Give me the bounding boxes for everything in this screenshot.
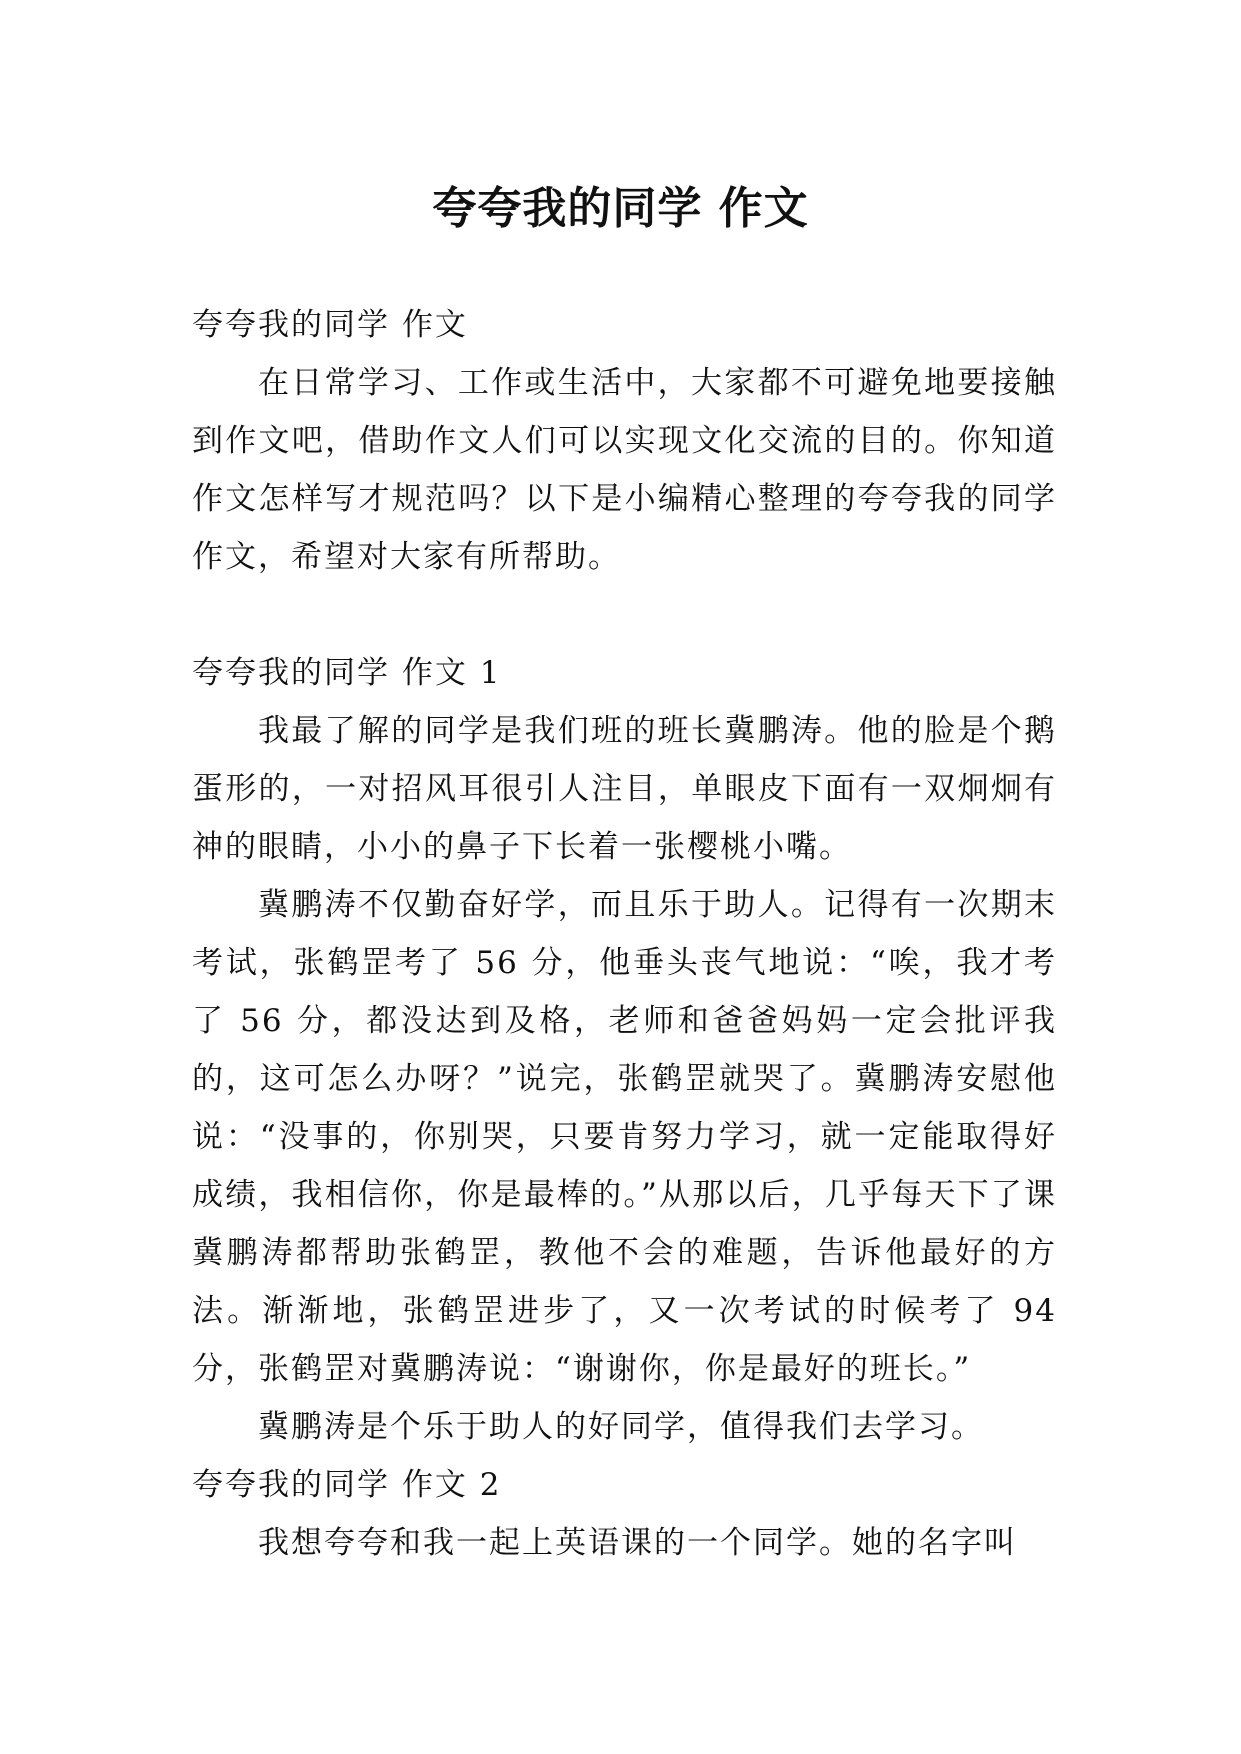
section-1-paragraph: 冀鹏涛不仅勤奋好学，而且乐于助人。记得有一次期末考试，张鹤罡考了 56 分，他垂头丧气地说：“唉，我才考了 56 分，都没达到及格，老师和爸爸妈妈一定会批评我的，这可怎么办呀？”说完，张鹤罡就哭了。冀鹏涛安慰他说：“没事的，你别哭，只要肯努力学习，就一定能取得好成绩，我相信你，你是最棒的。”从那以后，几乎每天下了课冀鹏涛都帮助张鹤罡，教他不会的难题，告诉他最好的方法。渐渐地，张鹤罡进步了，又一次考试的时候考了 94 分，张鹤罡对冀鹏涛说：“谢谢你，你是最好的班长。” — [192, 887, 1057, 1387]
section-1-paragraph: 我最了解的同学是我们班的班长冀鹏涛。他的脸是个鹅蛋形的，一对招风耳很引人注目，单眼皮下面有一双炯炯有神的眼睛，小小的鼻子下长着一张樱桃小嘴。 — [192, 713, 1057, 865]
section-1-paragraph: 冀鹏涛是个乐于助人的好同学，值得我们去学习。 — [258, 1409, 984, 1445]
intro-paragraph: 在日常学习、工作或生活中，大家都不可避免地要接触到作文吧，借助作文人们可以实现文化交流的目的。你知道作文怎样写才规范吗？以下是小编精心整理的夸夸我的同学 作文，希望对大家有所帮助。 — [192, 365, 1057, 575]
document-title: 夸夸我的同学 作文 — [432, 183, 809, 235]
section-2-paragraph: 我想夸夸和我一起上英语课的一个同学。她的名字叫 — [258, 1525, 1017, 1561]
intro-heading: 夸夸我的同学 作文 — [192, 307, 468, 343]
section-spacer — [192, 586, 1057, 644]
document-body — [192, 296, 1057, 1572]
section-2-heading: 夸夸我的同学 作文 2 — [192, 1467, 502, 1503]
section-1-heading: 夸夸我的同学 作文 1 — [192, 655, 502, 691]
